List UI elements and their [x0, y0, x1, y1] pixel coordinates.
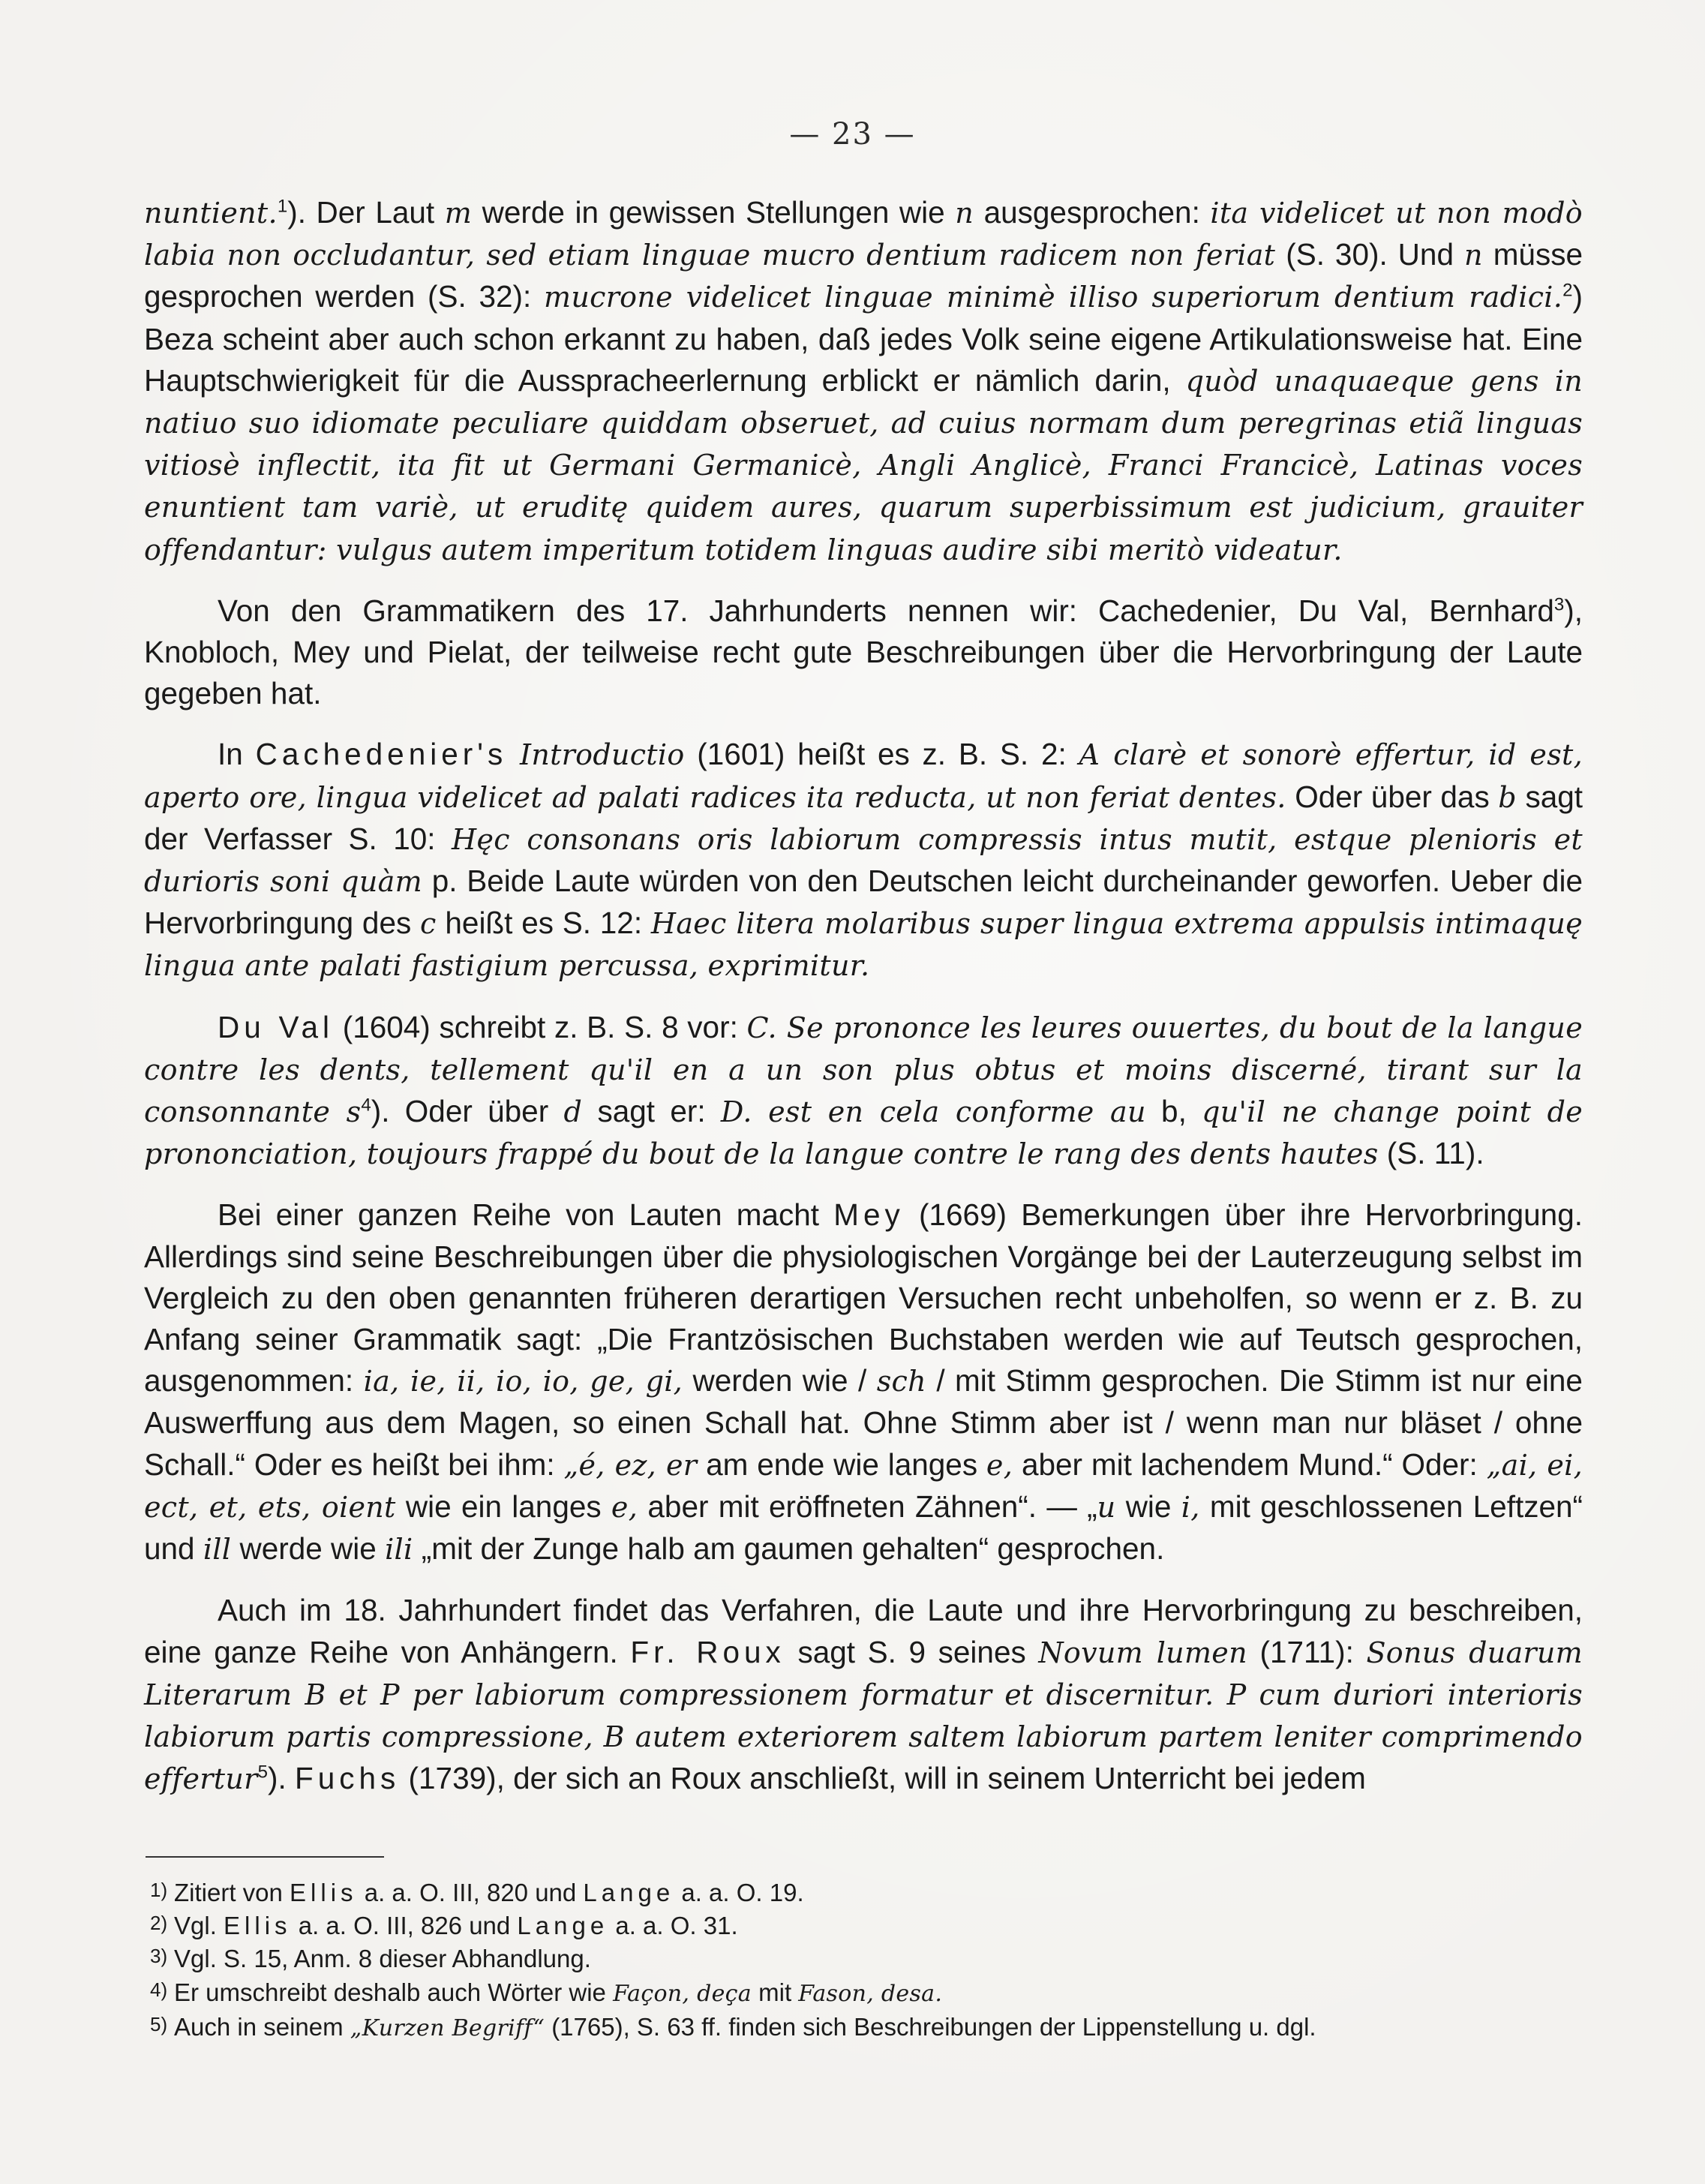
- paragraph-4: Du Val (1604) schreibt z. B. S. 8 vor: C. Se prononce les leures ouuertes, du bout de la langue contre les dents, tellement qu'il en a un son plus obtus et moins discerné, tirant sur la consonnante $s^4$). Oder über d sagt er: D. est en cela conforme au b, qu'il ne change point de prononciation, toujours frappé du bout de la langue contre le rang des dents hautes (S. 11).: [144, 1009, 1583, 1171]
- author-name: Du Val: [218, 1009, 334, 1044]
- author-name: Fr. Roux: [630, 1634, 785, 1669]
- footnote-3: 3) Vgl. S. 15, Anm. 8 dieser Abhandlung.: [150, 1945, 591, 1973]
- paragraph-1: nuntient.$^1$). Der Laut m werde in gewissen Stellungen wie n ausgesprochen: ita videlicet ut non modò labia non occludantur, sed etiam linguae mucro dentium radicem non feriat (S. 30). Und n müsse gesprochen werden (S. 32): mucrone videlicet linguae minimè illiso superiorum dentium radici.$^2$) Beza scheint aber auch schon erkannt zu haben, daß jedes Volk seine eigene Artikulationsweise hat. Eine Hauptschwierigkeit für die Ausspracheerlernung erblickt er nämlich darin, quòd unaquaeque gens in natiuo suo idiomate peculiare quiddam obseruet, ad cuius normam dum peregrinas etiã linguas vitiosè inflectit, ita fit ut Germani Germanicè, Angli Anglicè, Franci Francicè, Latinas voces enuntient tam variè, ut eruditę quidem aures, quarum superbissimum est judicium, grauiter offendantur: vulgus autem imperitum totidem linguas audire sibi meritò videatur.: [144, 195, 1583, 566]
- footnote-ref[interactable]: 5: [257, 1762, 268, 1783]
- body-text: [144, 192, 1583, 1800]
- author-name: Cachedenier's: [255, 737, 508, 772]
- footnote-ref[interactable]: 3: [1553, 594, 1565, 615]
- footnote-4: 4) Er umschreibt deshalb auch Wörter wie Façon, deça mit Fason, desa.: [150, 1978, 943, 2007]
- footnote-ref[interactable]: 4: [361, 1095, 371, 1116]
- author-name: Fuchs: [294, 1761, 401, 1796]
- footnote-ref[interactable]: 1: [277, 196, 288, 217]
- footnote-2: 2) Vgl. Ellis a. a. O. III, 826 und Lange a. a. O. 31.: [150, 1912, 738, 1940]
- paragraph-5: Bei einer ganzen Reihe von Lauten macht Mey (1669) Bemerkungen über ihre Hervorbringung. Allerdings sind seine Beschreibungen über die physiologischen Vorgänge bei der Lauterzeugung selbst im Vergleich zu den oben genannten früheren derartigen Versuchen recht unbeholfen, so wenn er z. B. zu Anfang seiner Grammatik sagt: „Die Frantzösischen Buchstaben werden wie auf Teutsch gesprochen, ausgenommen: ia, ie, ii, io, io, ge, gi, werden wie / sch / mit Stimm gesprochen. Die Stimm ist nur eine Auswerffung aus dem Magen, so einen Schall hat. Ohne Stimm aber ist / wenn man nur bläset / ohne Schall.“ Oder es heißt bei ihm: „é, ez, er am ende wie langes e, aber mit lachendem Mund.“ Oder: „ai, ei, ect, et, ets, oient wie ein langes e, aber mit eröffneten Zähnen“. — „u wie i, mit geschlossenen Leftzen“ und ill werde wie ili „mit der Zunge halb am gaumen gehalten“ gesprochen.: [144, 1197, 1583, 1567]
- paragraph-6: Auch im 18. Jahrhundert findet das Verfahren, die Laute und ihre Hervorbringung zu beschreiben, eine ganze Reihe von Anhängern. Fr. Roux sagt S. 9 seines Novum lumen (1711): Sonus duarum Literarum B et P per labiorum compressionem formatur et discernitur. P cum duriori interioris labiorum partis compressione, B autem exteriorem saltem labiorum partem leniter comprimendo effertur$^5$). Fuchs (1739), der sich an Roux anschließt, will in seinem Unterricht bei jedem: [144, 1593, 1583, 1796]
- footnote-divider: [146, 1856, 384, 1858]
- footnote-5: 5) Auch in seinem „Kurzen Begriff“ (1765), S. 63 ff. finden sich Beschreibungen der Lippenstellung u. dgl.: [150, 2012, 1316, 2041]
- footnotes: [150, 1875, 1515, 2044]
- page-number: — 23 —: [789, 117, 916, 152]
- footnote-ref[interactable]: 2: [1562, 280, 1573, 301]
- paragraph-3: In Cachedenier's Introductio (1601) heißt es z. B. S. 2: A clarè et sonorè effertur, id est, aperto ore, lingua videlicet ad palati radices ita reducta, ut non feriat dentes. Oder über das b sagt der Verfasser S. 10: Hęc consonans oris labiorum compressis intus mutit, estque plenioris et durioris soni quàm p. Beide Laute würden von den Deutschen leicht durcheinander geworfen. Ueber die Hervorbringung des c heißt es S. 12: Haec litera molaribus super lingua extrema appulsis intimaquę lingua ante palati fastigium percussa, exprimitur.: [144, 737, 1583, 983]
- author-name: Mey: [833, 1197, 905, 1233]
- paragraph-2: Von den Grammatikern des 17. Jahrhunderts nennen wir: Cachedenier, Du Val, Bernhard$^3$), Knobloch, Mey und Pielat, der teilweise recht gute Beschreibungen über die Hervorbringung der Laute gegeben hat.: [144, 593, 1583, 711]
- footnote-1: 1) Zitiert von Ellis a. a. O. III, 820 und Lange a. a. O. 19.: [150, 1879, 804, 1906]
